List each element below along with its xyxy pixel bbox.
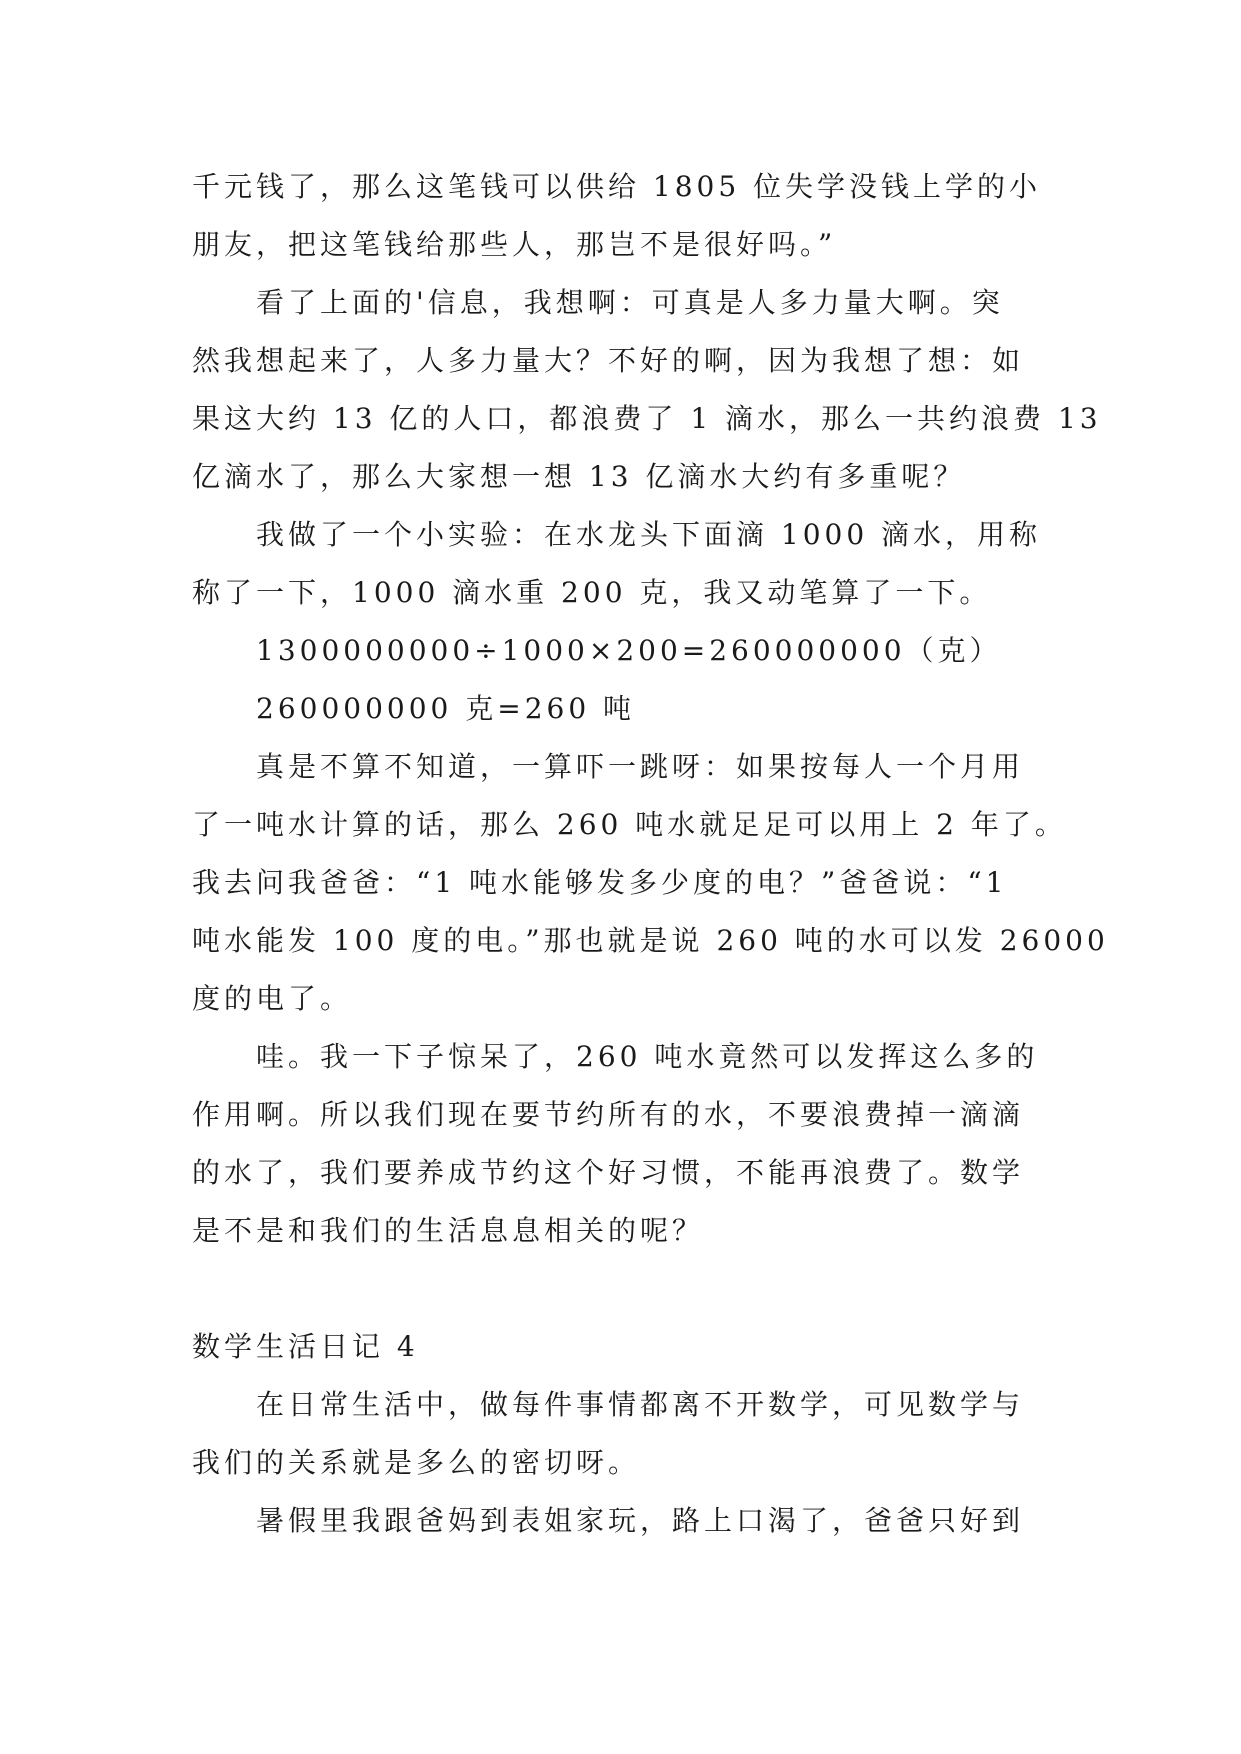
paragraph-line: 朋友，把这笔钱给那些人，那岂不是很好吗。”: [192, 228, 837, 261]
paragraph-line: 我去问我爸爸：“1 吨水能够发多少度的电？”爸爸说：“1: [192, 866, 1008, 899]
paragraph-line: 吨水能发 100 度的电。”那也就是说 260 吨的水可以发 26000: [192, 924, 1109, 957]
section-heading: 数学生活日记 4: [192, 1330, 419, 1363]
paragraph-line: 果这大约 13 亿的人口，都浪费了 1 滴水，那么一共约浪费 13: [192, 402, 1102, 435]
paragraph-line: 看了上面的'信息，我想啊：可真是人多力量大啊。突: [256, 286, 1004, 319]
paragraph-line: 是不是和我们的生活息息相关的呢？: [192, 1214, 705, 1247]
paragraph-line: 度的电了。: [192, 982, 353, 1015]
paragraph-line: 了一吨水计算的话，那么 260 吨水就足足可以用上 2 年了。: [192, 808, 1067, 841]
calculation-line: 260000000 克=260 吨: [256, 692, 636, 725]
paragraph-line: 我做了一个小实验：在水龙头下面滴 1000 滴水，用称: [256, 518, 1042, 551]
paragraph-line: 然我想起来了，人多力量大？不好的啊，因为我想了想：如: [192, 344, 1025, 377]
paragraph-line: 的水了，我们要养成节约这个好习惯，不能再浪费了。数学: [192, 1156, 1025, 1189]
paragraph-line: 真是不算不知道，一算吓一跳呀：如果按每人一个月用: [256, 750, 1025, 783]
paragraph-line: 亿滴水了，那么大家想一想 13 亿滴水大约有多重呢？: [192, 460, 966, 493]
section-gap: [192, 1260, 1052, 1318]
paragraph-line: 暑假里我跟爸妈到表姐家玩，路上口渴了，爸爸只好到: [256, 1504, 1025, 1537]
paragraph-line: 千元钱了，那么这笔钱可以供给 1805 位失学没钱上学的小: [192, 170, 1042, 203]
calculation-line: 1300000000÷1000×200=260000000（克）: [256, 634, 1002, 667]
paragraph-line: 哇。我一下子惊呆了，260 吨水竟然可以发挥这么多的: [256, 1040, 1039, 1073]
paragraph-line: 我们的关系就是多么的密切呀。: [192, 1446, 641, 1479]
paragraph-line: 称了一下，1000 滴水重 200 克，我又动笔算了一下。: [192, 576, 992, 609]
paragraph-line: 作用啊。所以我们现在要节约所有的水，不要浪费掉一滴滴: [192, 1098, 1025, 1131]
paragraph-line: 在日常生活中，做每件事情都离不开数学，可见数学与: [256, 1388, 1025, 1421]
document-page: [192, 158, 1109, 1550]
